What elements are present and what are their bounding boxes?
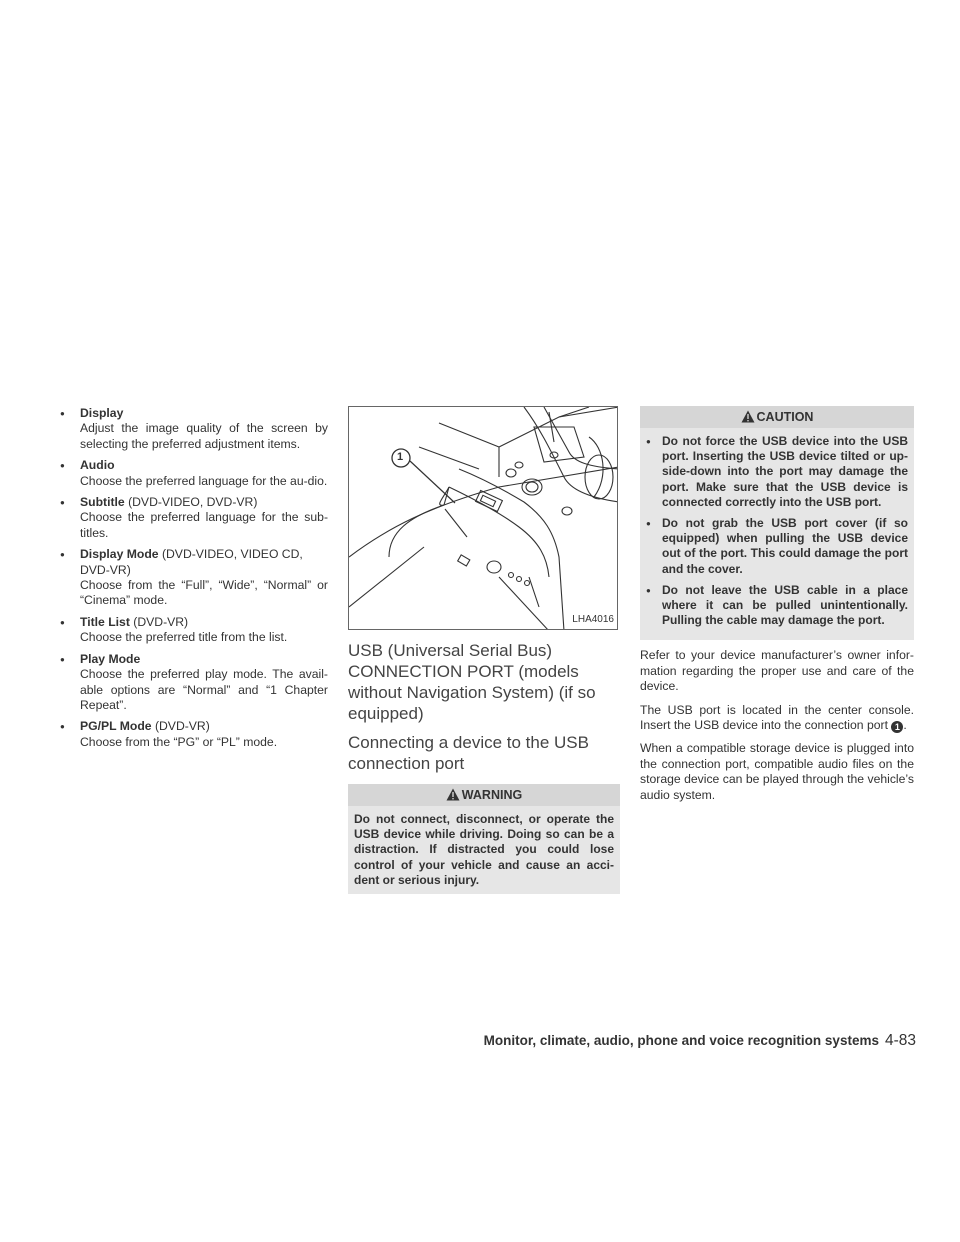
column-middle bbox=[348, 406, 620, 894]
column-left bbox=[60, 406, 328, 756]
setting-item bbox=[60, 495, 328, 541]
paragraph-usb-location bbox=[640, 703, 914, 734]
bullet-icon: ● bbox=[646, 437, 651, 446]
setting-body bbox=[80, 495, 328, 541]
caution-header bbox=[640, 406, 914, 428]
warning-text: Do not connect, disconnect, or operate the USB device while driving. Doing so can be a distraction. If distracted you could lose control of your vehicle and cause an acci-dent or serious injury. bbox=[354, 812, 614, 887]
setting-body bbox=[80, 652, 328, 714]
setting-body bbox=[80, 458, 328, 489]
section-heading-qualifier: (models without Navigation System) (if so equipped) bbox=[348, 662, 596, 723]
setting-term: PG/PL Mode bbox=[80, 719, 152, 734]
caution-text: Do not grab the USB port cover (if so equipped) when pulling the USB device out of the port. This could damage the port and the cover. bbox=[662, 516, 908, 576]
bullet-icon: ● bbox=[60, 550, 65, 560]
caution-box bbox=[640, 406, 914, 640]
setting-term: Title List bbox=[80, 614, 130, 629]
bullet-icon: ● bbox=[60, 498, 65, 508]
setting-description: Choose the preferred language for the sub-titles. bbox=[80, 510, 328, 540]
bullet-icon: ● bbox=[60, 617, 65, 627]
caution-text: Do not force the USB device into the USB port. Inserting the USB device tilted or up-side-down into the port may damage the port. Make sure that the USB device is connected correctly into the USB port. bbox=[662, 434, 908, 509]
paragraph-compatible-files: When a compatible storage device is plugged into the connection port, compatible audio files on the storage device can be played through the vehicle’s audio system. bbox=[640, 741, 914, 802]
setting-formats: (DVD-VIDEO, DVD-VR) bbox=[124, 495, 258, 510]
page-footer bbox=[0, 1032, 916, 1050]
bullet-icon: ● bbox=[646, 585, 651, 595]
warning-title: WARNING bbox=[461, 788, 523, 802]
caution-item bbox=[646, 516, 908, 577]
setting-body bbox=[80, 547, 328, 609]
setting-description: Choose from the “Full”, “Wide”, “Normal” or “Cinema” mode. bbox=[80, 578, 328, 608]
setting-term: Display Mode bbox=[80, 547, 159, 562]
usb-location-end: . bbox=[903, 718, 907, 733]
setting-body bbox=[80, 615, 328, 646]
setting-term: Subtitle bbox=[80, 495, 125, 510]
callout-ref-1: 1 bbox=[891, 721, 903, 733]
setting-description: Choose the preferred play mode. The avail-able options are “Normal” and “1 Chapter Repeat”. bbox=[80, 667, 328, 712]
section-heading-main: USB (Universal Serial Bus) CONNECTION PORT bbox=[348, 641, 553, 681]
setting-item bbox=[60, 406, 328, 452]
setting-term: Audio bbox=[80, 458, 115, 473]
bullet-icon: ● bbox=[60, 409, 65, 418]
caution-title: CAUTION bbox=[756, 410, 814, 424]
bullet-icon: ● bbox=[60, 722, 65, 732]
settings-list bbox=[60, 406, 328, 750]
setting-description: Choose from the “PG” or “PL” mode. bbox=[80, 734, 278, 749]
setting-formats: (DVD-VR) bbox=[151, 719, 210, 734]
caution-triangle-icon bbox=[741, 410, 755, 423]
bullet-icon: ● bbox=[60, 654, 65, 664]
setting-description: Choose the preferred title from the list. bbox=[80, 630, 288, 645]
setting-item bbox=[60, 458, 328, 489]
setting-body bbox=[80, 406, 328, 452]
warning-triangle-icon bbox=[446, 788, 460, 801]
setting-body bbox=[80, 719, 328, 750]
paragraph-device-care: Refer to your device manufacturer’s owner infor-mation regarding the proper use and care of the device. bbox=[640, 648, 914, 694]
callout-number: 1 bbox=[397, 451, 404, 463]
usb-port-illustration bbox=[348, 406, 618, 630]
warning-box bbox=[348, 784, 620, 894]
setting-item bbox=[60, 652, 328, 714]
bullet-icon: ● bbox=[646, 519, 651, 529]
section-heading bbox=[348, 640, 620, 724]
page-number: 4-83 bbox=[884, 1032, 916, 1049]
setting-item bbox=[60, 615, 328, 646]
footer-section-title: Monitor, climate, audio, phone and voice recognition systems bbox=[483, 1033, 879, 1048]
setting-item bbox=[60, 719, 328, 750]
setting-formats: (DVD-VIDEO, VIDEO CD, DVD-VR) bbox=[80, 547, 303, 577]
caution-text: Do not leave the USB cable in a place where it can be pulled unintentionally. Pulling the cable may damage the port. bbox=[662, 582, 908, 628]
caution-item bbox=[646, 434, 908, 510]
setting-term: Display bbox=[80, 406, 124, 420]
figure-id: LHA4016 bbox=[572, 613, 614, 625]
setting-formats: (DVD-VR) bbox=[129, 614, 189, 629]
caution-list bbox=[640, 428, 914, 640]
usb-location-text: The USB port is located in the center console. Insert the USB device into the connection port bbox=[640, 702, 914, 733]
console-drawing bbox=[349, 407, 618, 630]
subsection-heading: Connecting a device to the USB connection port bbox=[348, 733, 589, 773]
setting-description: Choose the preferred language for the au-dio. bbox=[80, 473, 328, 488]
column-right bbox=[640, 406, 914, 803]
setting-term: Play Mode bbox=[80, 651, 141, 666]
setting-description: Adjust the image quality of the screen by selecting the preferred adjustment items. bbox=[80, 421, 328, 451]
caution-item bbox=[646, 583, 908, 629]
bullet-icon: ● bbox=[60, 461, 65, 471]
warning-header bbox=[348, 784, 620, 806]
setting-item bbox=[60, 547, 328, 609]
